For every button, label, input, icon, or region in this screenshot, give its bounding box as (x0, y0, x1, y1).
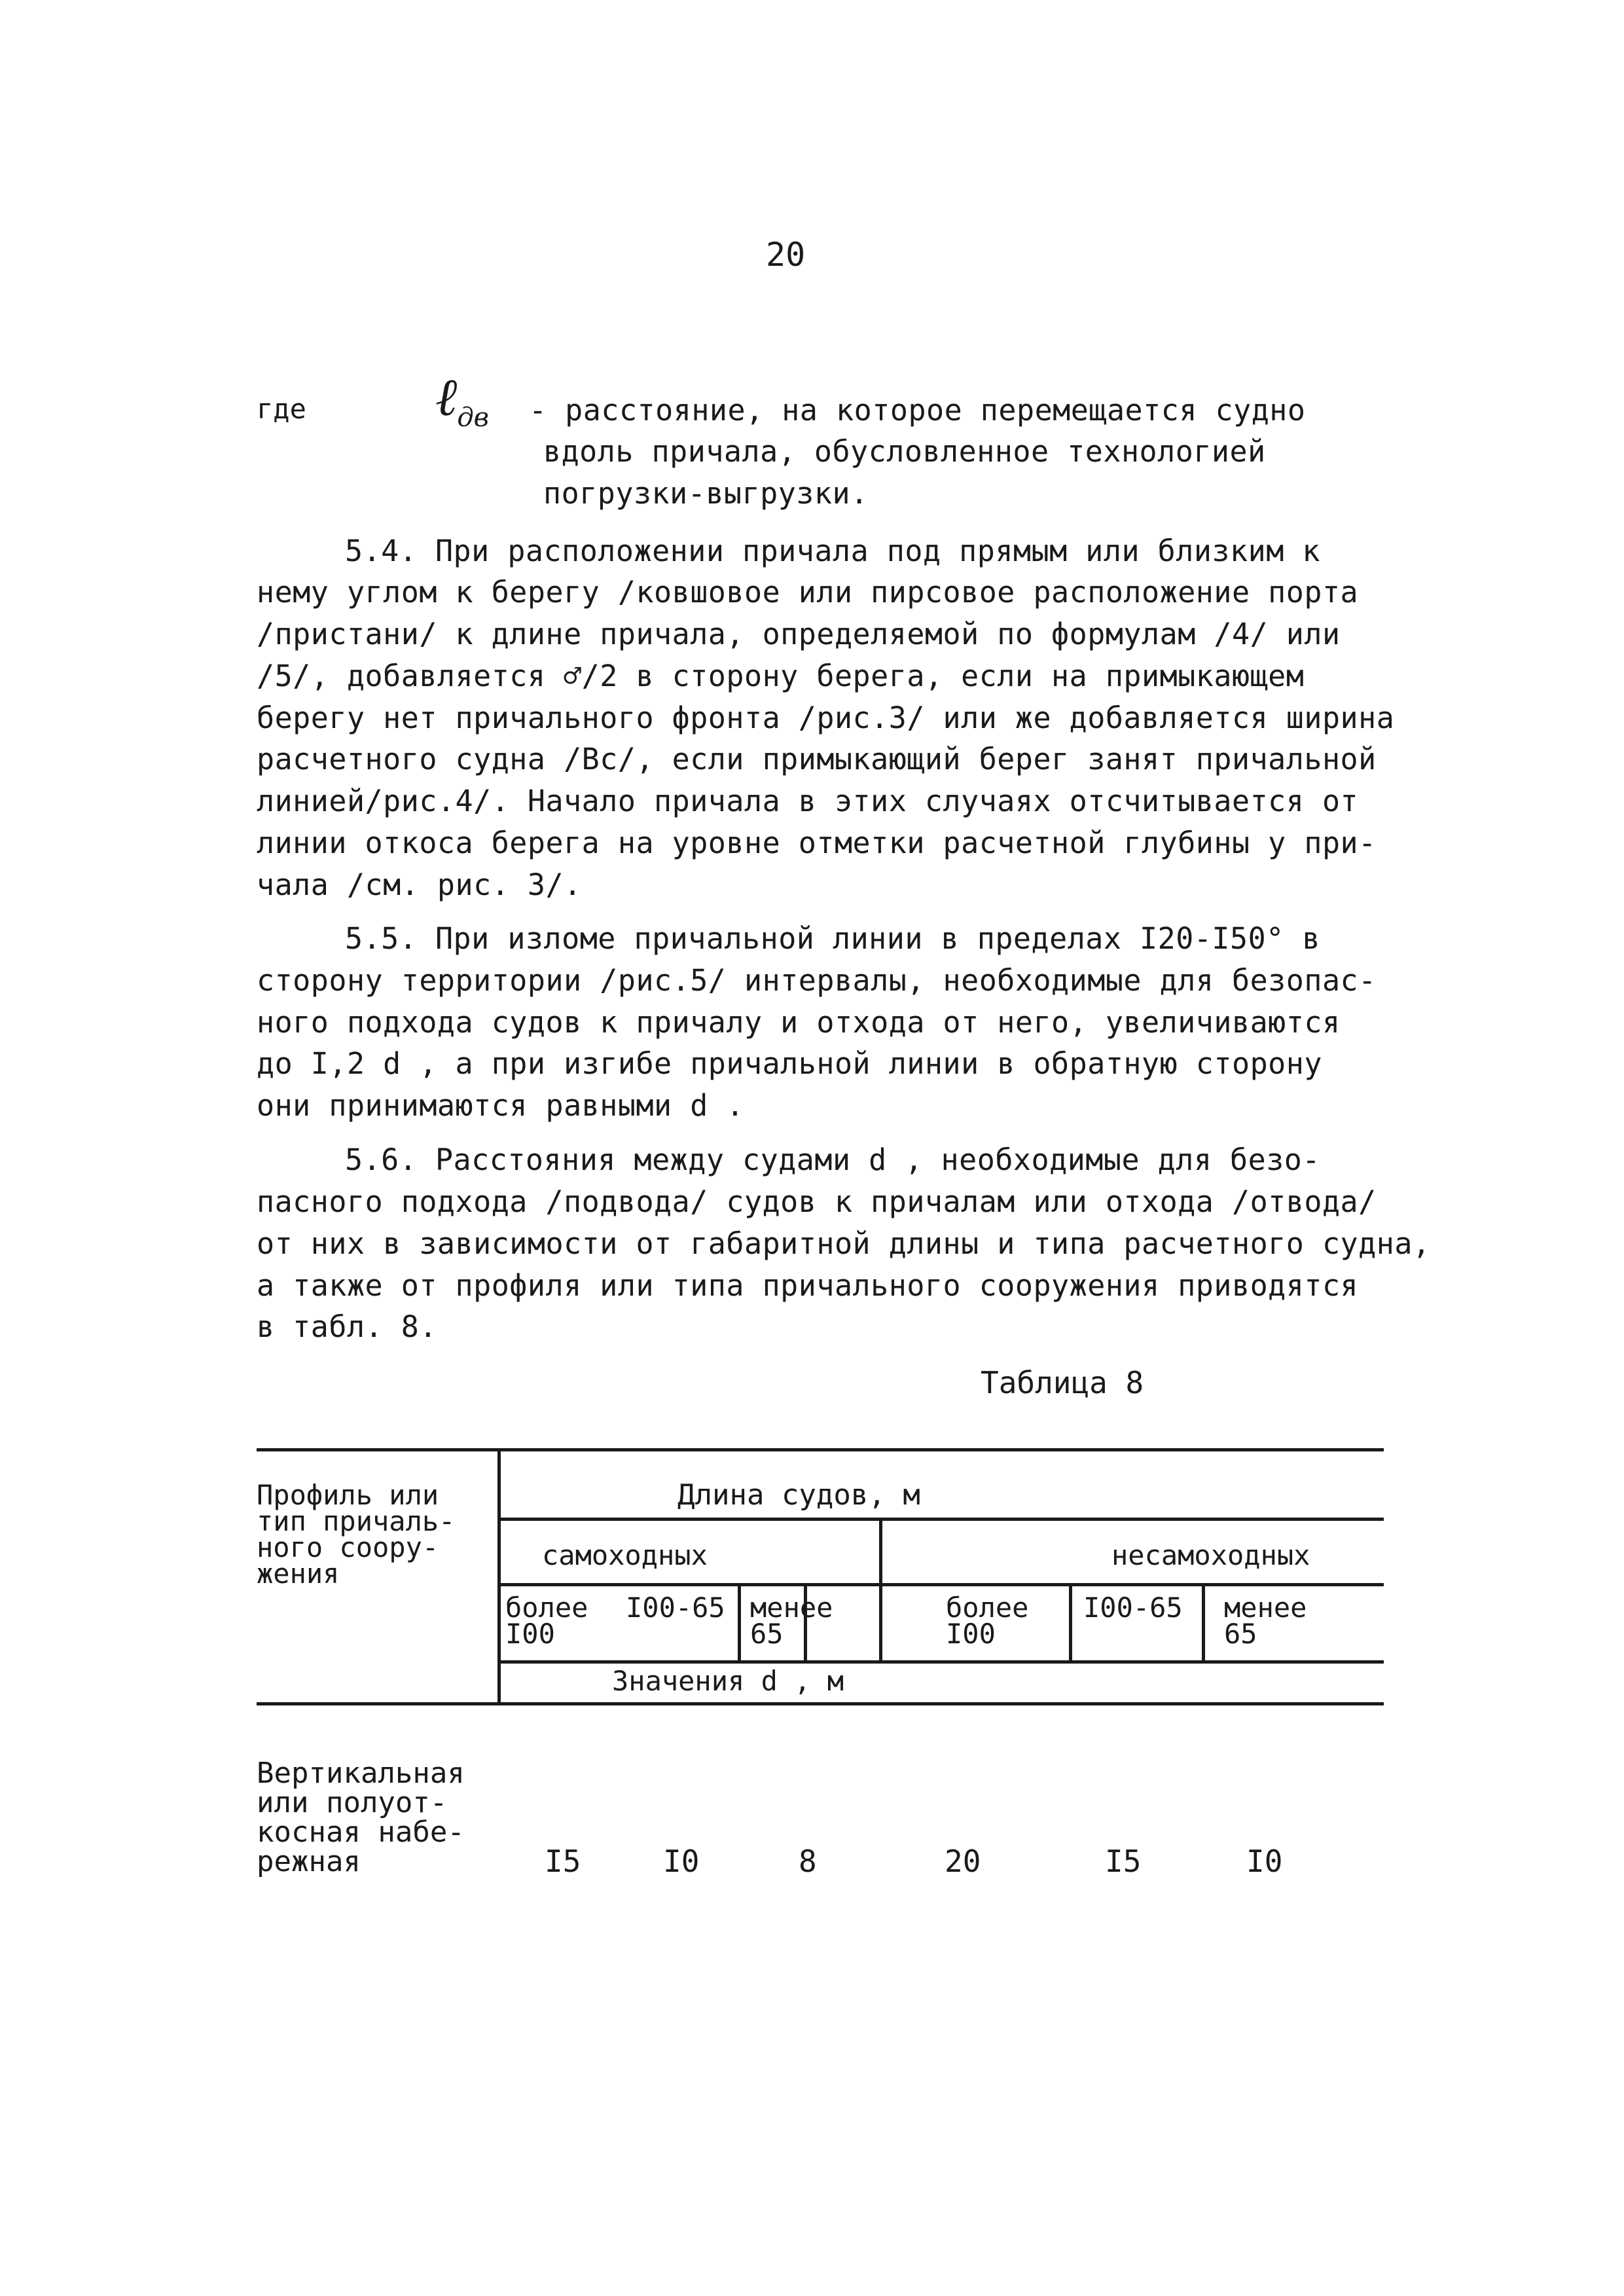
subcol-100-65 (626, 1592, 725, 1624)
symbol-main: ℓ (435, 367, 458, 428)
table-cell: I0 (1246, 1844, 1283, 1879)
row-profile (257, 1758, 465, 1876)
paragraph-line: а также от профиля или типа причального сооружения приводятся (257, 1268, 1359, 1303)
profile-header (257, 1479, 456, 1590)
self-propelled-header: самоходных (542, 1539, 708, 1571)
paragraph-line: линии откоса берега на уровне отметки расчетной глубины у при- (257, 826, 1377, 860)
header-rule (497, 1518, 1384, 1521)
paragraph-line: линией/рис.4/. Начало причала в этих случаях отсчитывается от (257, 784, 1359, 818)
profile-line: косная набе- (257, 1815, 465, 1849)
paragraph-line: до I,2 d , а при изгибе причальной линии в обратную сторону (257, 1046, 1322, 1081)
subcol-more-100 (505, 1592, 588, 1650)
subcol-line: I00-65 (1083, 1592, 1183, 1624)
table-top-rule (257, 1448, 1384, 1451)
values-label: Значения d , м (612, 1665, 844, 1697)
column-rule (1069, 1583, 1072, 1660)
profile-line: Вертикальная (257, 1757, 465, 1790)
paragraph-line: в табл. 8. (257, 1309, 437, 1344)
table-caption: Таблица 8 (981, 1365, 1144, 1400)
subcol-line: более (946, 1592, 1029, 1624)
definition-line: - расстояние, на которое перемещается судно (529, 393, 1306, 428)
subcol-line: менее (1224, 1592, 1307, 1624)
subcol-line: I00 (505, 1618, 555, 1650)
where-label: где (257, 393, 306, 425)
column-rule (1202, 1583, 1205, 1660)
paragraph-line: расчетного судна /Вс/, если примыкающий берег занят причальной (257, 742, 1377, 776)
paragraph-line: чала /см. рис. 3/. (257, 867, 582, 902)
subcol-less-65 (750, 1592, 833, 1650)
paragraph-line: ного подхода судов к причалу и отхода от него, увеличиваются (257, 1005, 1341, 1040)
symbol-l-dv (435, 367, 489, 433)
paragraph-line: они принимаются равными d . (257, 1088, 744, 1123)
paragraph-line: пасного подхода /подвода/ судов к причалам или отхода /отвода/ (257, 1184, 1377, 1219)
paragraph-line: нему углом к берегу /ковшовое или пирсовое расположение порта (257, 575, 1359, 610)
column-rule (497, 1448, 501, 1705)
subcol-line: более (505, 1592, 588, 1624)
table-cell: I5 (1105, 1844, 1142, 1879)
header-rule (497, 1583, 1384, 1586)
header-rule (497, 1660, 1384, 1664)
subcol-line: I00 (946, 1618, 996, 1650)
paragraph-line: 5.5. При изломе причальной линии в пределах I20-I50° в (345, 921, 1320, 956)
definition-line: погрузки-выгрузки. (543, 476, 869, 511)
table-cell: I0 (663, 1844, 700, 1879)
symbol-subscript: дв (457, 403, 489, 433)
non-self-propelled-header: несамоходных (1111, 1539, 1310, 1571)
definition-line: вдоль причала, обусловленное технологией (543, 434, 1266, 469)
profile-line: или полуот- (257, 1786, 448, 1819)
subcol-100-65 (1083, 1592, 1183, 1624)
subcol-line: 65 (1224, 1618, 1257, 1650)
table-cell: 20 (945, 1844, 981, 1879)
subcol-line: 65 (750, 1618, 784, 1650)
header-line: Профиль или (257, 1479, 439, 1511)
column-rule (879, 1518, 882, 1663)
column-rule (738, 1583, 741, 1660)
paragraph-line: 5.4. При расположении причала под прямым или близким к (345, 534, 1320, 568)
table-header-bottom-rule (257, 1702, 1384, 1705)
page-number: 20 (766, 236, 806, 274)
subcol-line: I00-65 (626, 1592, 725, 1624)
paragraph-line: 5.6. Расстояния между судами d , необходимые для безо- (345, 1142, 1320, 1177)
table-cell: I5 (545, 1844, 581, 1879)
header-line: жения (257, 1558, 340, 1590)
header-line: ного соору- (257, 1531, 439, 1563)
paragraph-line: /5/, добавляется ♂/2 в сторону берега, если на примыкающем (257, 659, 1305, 693)
subcol-line: менее (750, 1592, 833, 1624)
paragraph-line: сторону территории /рис.5/ интервалы, необходимые для безопас- (257, 963, 1377, 998)
length-header: Длина судов, м (677, 1478, 920, 1512)
subcol-more-100 (946, 1592, 1029, 1650)
paragraph-line: берегу нет причального фронта /рис.3/ или же добавляется ширина (257, 701, 1395, 735)
profile-line: режная (257, 1845, 361, 1878)
table-cell: 8 (799, 1844, 817, 1879)
header-line: тип причаль- (257, 1505, 456, 1537)
paragraph-line: от них в зависимости от габаритной длины и типа расчетного судна, (257, 1226, 1431, 1261)
subcol-less-65 (1224, 1592, 1307, 1650)
paragraph-line: /пристани/ к длине причала, определяемой по формулам /4/ или (257, 617, 1341, 651)
